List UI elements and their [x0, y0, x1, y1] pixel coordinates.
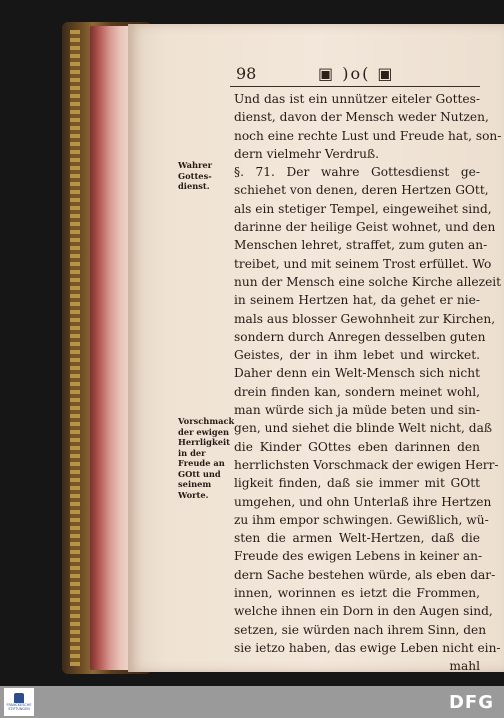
text-line: die Kinder GOttes eben darinnen den: [234, 439, 480, 454]
library-logo-icon: [14, 693, 24, 703]
margin-note-line: der ewigen: [178, 426, 230, 437]
text-line: Menschen lehret, straffet, zum guten an-: [234, 238, 488, 253]
text-line: dienst, davon der Mensch weder Nutzen,: [234, 110, 489, 125]
margin-note-line: Gottes-: [178, 170, 212, 181]
margin-note-line: Worte.: [178, 489, 209, 500]
text-line: Daher denn ein Welt-Mensch sich nicht: [234, 366, 480, 381]
text-line: schiehet von denen, deren Hertzen GOtt,: [234, 183, 489, 198]
text-line: mals aus blosser Gewohnheit zur Kirchen,: [234, 311, 496, 326]
text-line: §. 71. Der wahre Gottesdienst ge-: [234, 165, 480, 180]
text-line: dern vielmehr Verdruß.: [234, 146, 379, 161]
text-line: innen, worinnen es ietzt die Frommen,: [234, 586, 480, 601]
margin-note-line: GOtt und: [178, 468, 221, 479]
text-line: welche ihnen ein Dorn in den Augen sind,: [234, 604, 493, 619]
text-line: herrlichsten Vorschmack der ewigen Herr-: [234, 457, 499, 472]
text-line: Freude des ewigen Lebens in keiner an-: [234, 549, 483, 564]
page-number: 98: [236, 64, 257, 83]
margin-note-line: in der: [178, 447, 206, 458]
header-ornament: ▣ )o( ▣: [318, 64, 395, 83]
header-rule: [230, 86, 480, 87]
text-line: darinne der heilige Geist wohnet, und den: [234, 220, 496, 235]
text-line: sten die armen Welt-Hertzen, daß die: [234, 531, 480, 546]
text-line: drein finden kan, sondern meinet wohl,: [234, 384, 480, 399]
text-line: noch eine rechte Lust und Freude hat, son-: [234, 128, 502, 143]
text-line: umgehen, und ohn Unterlaß ihre Hertzen: [234, 494, 492, 509]
margin-note-vorschmack: [178, 416, 234, 500]
text-line: sie ietzo haben, das ewige Leben nicht ein-: [234, 640, 501, 655]
gilt-tooling: [70, 30, 80, 666]
margin-note-line: seinem: [178, 479, 212, 489]
library-logo[interactable]: [4, 688, 34, 716]
text-line: Und das ist ein unnützer eiteler Gottes-: [234, 92, 480, 106]
text-line: zu ihm empor schwingen. Gewißlich, wü-: [234, 512, 489, 527]
dfg-logo[interactable]: DFG: [448, 692, 494, 713]
library-logo-text: FRANCKESCHE STIFTUNGEN: [6, 703, 32, 711]
text-line: treibet, und mit seinem Trost erfüllet. Wo: [234, 256, 492, 271]
margin-note-wahrer-gottesdienst: [178, 160, 234, 192]
text-line: in seinem Hertzen hat, da gehet er nie-: [234, 293, 480, 308]
page-edges: [90, 26, 130, 670]
page-header: [230, 64, 480, 86]
body-text: [234, 90, 502, 676]
text-line: man würde sich ja müde beten und sin-: [234, 403, 480, 418]
text-line: setzen, sie würden nach ihrem Sinn, den: [234, 622, 487, 637]
margin-note-line: Freude an: [178, 458, 225, 468]
margin-note-line: Vorschmack: [178, 416, 235, 426]
text-line: sondern durch Anregen desselben guten: [234, 329, 486, 344]
text-line: als ein stetiger Tempel, eingeweihet sind,: [234, 201, 492, 216]
catchword: mahl: [449, 659, 480, 674]
text-line: ligkeit finden, daß sie immer mit GOtt: [234, 476, 480, 491]
text-line: Geistes, der in ihm lebet und wircket.: [234, 348, 480, 363]
margin-note-line: dienst.: [178, 181, 210, 191]
margin-note-line: Wahrer: [178, 160, 213, 170]
text-line: dern Sache bestehen würde, als eben dar-: [234, 567, 496, 582]
margin-note-line: Herrligkeit: [178, 437, 230, 447]
viewer-footer: [0, 686, 504, 718]
text-line: nun der Mensch eine solche Kirche allezeit: [234, 274, 502, 289]
text-line: gen, und siehet die blinde Welt nicht, daß: [234, 421, 492, 436]
